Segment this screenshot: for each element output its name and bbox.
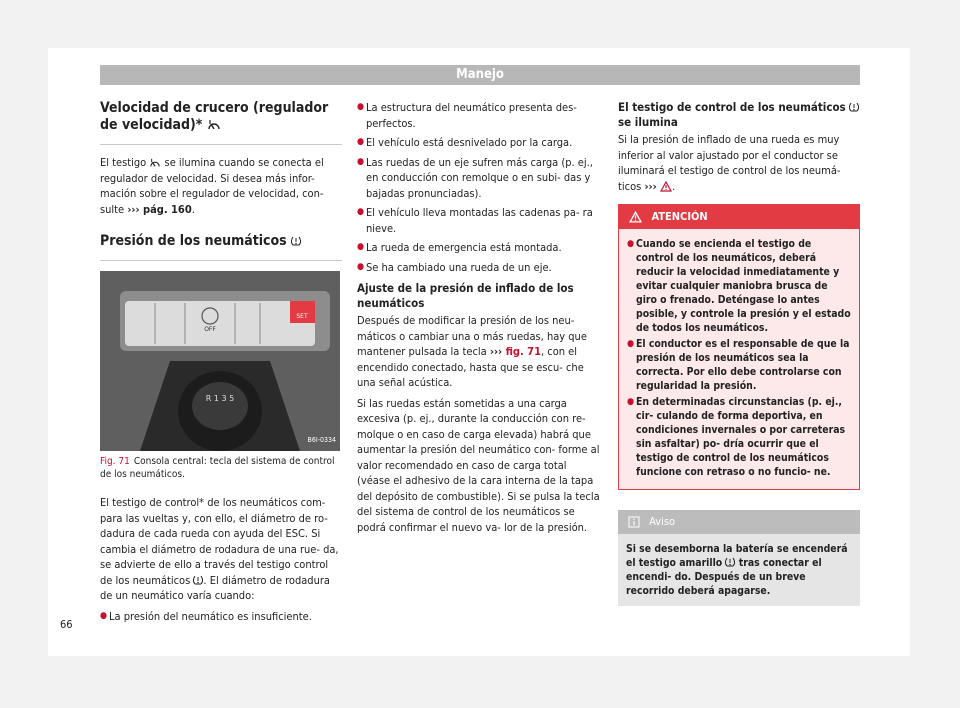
set-button-label: SET <box>296 313 308 320</box>
list-item: ● Las ruedas de un eje sufren más carga (p. ej., en conducción con remolque o en subi- das y bajadas pronunciadas). <box>357 155 602 202</box>
list-item: ● El vehículo está desnivelado por la carga. <box>357 135 602 151</box>
adjust-text-b: , con el encendido conectado, hasta que se escu- che una señal acústica. <box>357 345 584 389</box>
list-item: ● La presión del neumático es insuficiente. <box>100 609 342 625</box>
cruise-heading-text: Velocidad de crucero (regulador de velocidad)* <box>100 100 329 133</box>
link-text: pág. 160 <box>143 202 192 216</box>
link-arrow: ››› <box>127 202 140 216</box>
heading-text-b: se ilumina <box>618 115 678 129</box>
section-header: Manejo <box>100 65 860 85</box>
col1-bullet-list <box>100 609 342 625</box>
period: . <box>672 179 676 193</box>
warning-box <box>618 204 860 490</box>
warning-light-paragraph <box>618 132 860 194</box>
warning-link[interactable] <box>644 180 672 193</box>
svg-text:R 1 3 5: R 1 3 5 <box>205 394 235 403</box>
cruise-control-icon <box>149 158 161 168</box>
note-text-b: tras conectar el encendi- do. Después de un breve recorrido deberá apagarse. <box>626 557 822 597</box>
console-photo <box>100 271 340 451</box>
warning-triangle-icon <box>629 211 642 223</box>
fig-71-link[interactable] <box>490 345 541 358</box>
list-item: ● El conductor es el responsable de que la presión de los neumáticos sea la correcta. Por ello debe controlarse con regularidad la presión. <box>627 337 851 393</box>
tire-paragraph <box>100 495 342 604</box>
figure-code: B6I-0334 <box>307 435 336 444</box>
tire-heading <box>100 233 342 250</box>
heading-text-a: El testigo de control de los neumáticos <box>618 100 846 114</box>
warning-header <box>619 205 859 229</box>
link-arrow: ››› <box>489 345 503 358</box>
note-text-a: Si se desemborna la batería se encenderá el testigo amarillo <box>626 543 848 569</box>
cruise-heading <box>100 100 342 134</box>
paragraph-text: Si la presión de inflado de una rueda es muy inferior al valor ajustado por el conductor se iluminará el testigo de control de los neumá- ticos <box>618 133 841 193</box>
caption-text: Consola central: tecla del sistema de control de los neumáticos. <box>100 456 335 480</box>
warning-light-heading <box>618 100 860 130</box>
list-item: ● Se ha cambiado una rueda de un eje. <box>357 260 602 276</box>
tire-pressure-icon <box>849 102 859 112</box>
note-header <box>618 510 860 534</box>
page-number: 66 <box>60 618 73 631</box>
warning-triangle-icon <box>660 181 672 192</box>
cruise-heading-block <box>100 100 342 145</box>
list-item: ● La rueda de emergencia está montada. <box>357 240 602 256</box>
list-item: ● El vehículo lleva montadas las cadenas pa- ra nieve. <box>357 205 602 236</box>
adjust-paragraph-2: Si las ruedas están sometidas a una carga excesiva (p. ej., durante la conducción con re- molque o en caso de carga elevada) habrá que aumentar la presión del neumático con- forme al valor recomendado en caso de carga total (véase el adhesivo de la cara interna de la tapa del depósito de combustible). Si se pulsa la tecla del sistema de control de los neumáticos se podrá confirmar el nuevo va- lor de la presión. <box>357 396 600 534</box>
warning-list <box>627 237 851 479</box>
tire-heading-block <box>100 233 342 261</box>
warning-title: ATENCIÓN <box>651 210 708 223</box>
list-item: ● Cuando se encienda el testigo de control de los neumáticos, deberá reducir la velocidad inmediatamente y evitar cualquier maniobra brusca de giro o frenado. Deténgase lo antes posible, y controle la presión y el estado de todos los neumáticos. <box>627 237 851 335</box>
tire-text-a: El testigo de control* de los neumáticos com- para las vueltas y, con ello, el diámetro de ro- dadura de cada rueda con ayuda del ESC. Si cambia el diámetro de rodadura de una rue- da, se advierte de ello a través del testigo control de los neumáticos <box>100 496 339 587</box>
figure-label: Fig. 71 <box>100 456 130 467</box>
note-box <box>618 510 860 606</box>
cruise-text-b: se ilumina cuando se conecta el regulador de velocidad. Si desea más infor- mación sobre el regulador de velocidad, con- sulte <box>100 156 324 216</box>
column-3 <box>618 100 860 606</box>
tire-pressure-icon <box>725 557 735 567</box>
adjust-heading: Ajuste de la presión de inflado de los neumáticos <box>357 281 574 310</box>
column-2 <box>357 100 602 540</box>
tire-text-b: . El diámetro de rodadura de un neumático varía cuando: <box>100 573 330 602</box>
cruise-text-a: El testigo <box>100 156 147 169</box>
cruise-control-icon <box>207 119 221 131</box>
column-1 <box>100 100 342 628</box>
tire-pressure-icon <box>291 236 301 246</box>
period: . <box>191 202 195 216</box>
tire-heading-text: Presión de los neumáticos <box>100 233 287 249</box>
page-160-link[interactable] <box>127 203 191 216</box>
off-button-label: OFF <box>204 326 216 333</box>
adjust-text-a: Después de modificar la presión de los neu- máticos o cambiar una o más ruedas, hay que mantener pulsada la tecla <box>357 314 587 358</box>
warning-body <box>619 229 859 489</box>
link-text: fig. 71 <box>505 345 541 358</box>
note-title: Aviso <box>649 515 676 528</box>
figure-console <box>100 271 340 451</box>
figure-caption <box>100 455 342 481</box>
cruise-paragraph <box>100 155 342 217</box>
adjust-paragraph-1 <box>357 313 602 391</box>
list-item: ● En determinadas circunstancias (p. ej., cir- culando de forma deportiva, en condiciones invernales o por carreteras sin asfaltar) po- dría ocurrir que el testigo de control de los neumáticos funcione con retraso o no funcio- ne. <box>627 395 851 479</box>
note-body <box>618 534 860 606</box>
list-item: ● La estructura del neumático presenta des- perfectos. <box>357 100 602 131</box>
tire-pressure-icon <box>193 575 203 585</box>
col2-bullet-list <box>357 100 602 275</box>
info-icon <box>628 516 640 528</box>
link-arrow: ››› <box>644 179 657 193</box>
